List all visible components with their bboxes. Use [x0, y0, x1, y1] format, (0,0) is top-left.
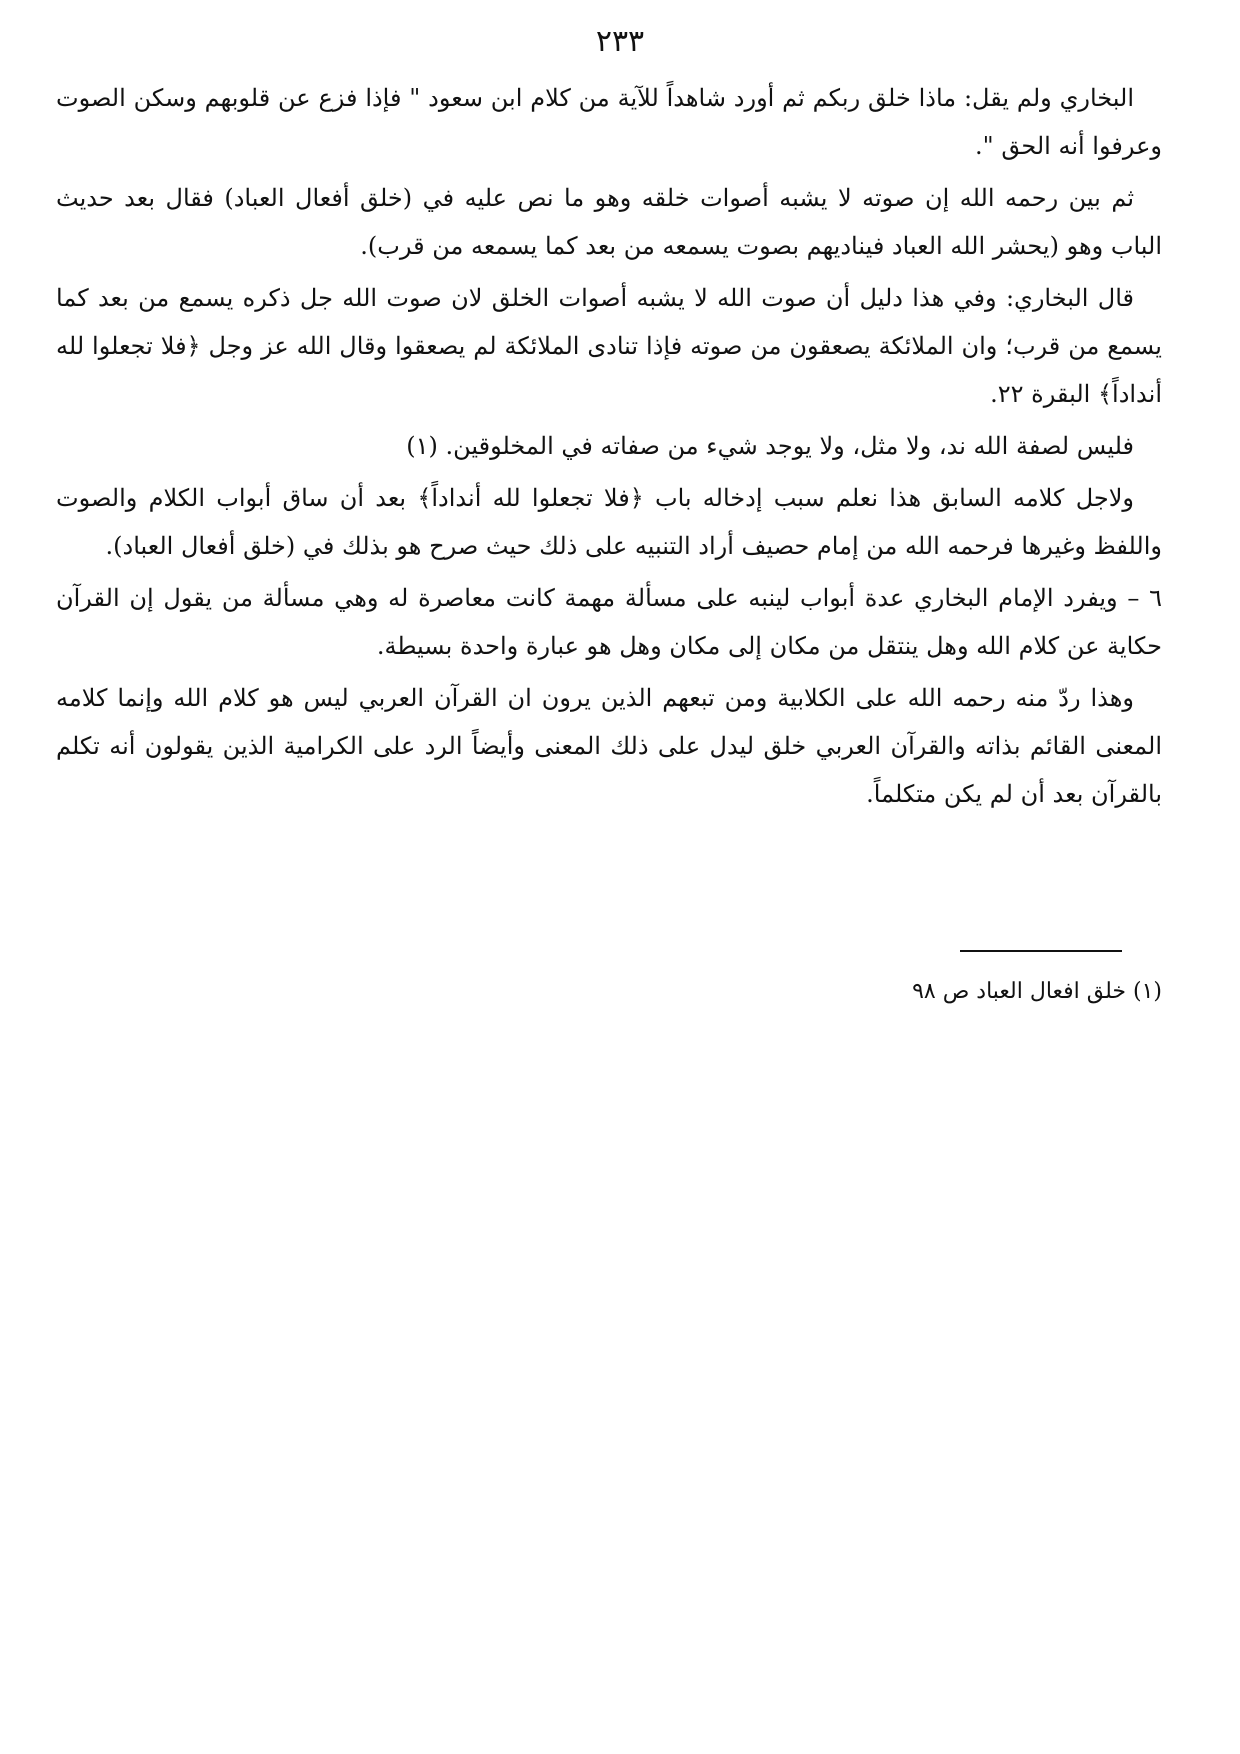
paragraph: وهذا ردّ منه رحمه الله على الكلابية ومن تبعهم الذين يرون ان القرآن العربي ليس هو كلام الله وإنما كلامه المعنى القائم بذاته والقرآن العربي خلق ليدل على ذلك المعنى وأيضاً الرد على الكرامية الذين يقولون أنه تكلم بالقرآن بعد أن لم يكن متكلماً. — [56, 684, 1162, 808]
page-number: ٢٣٣ — [595, 24, 645, 59]
paragraph: فليس لصفة الله ند، ولا مثل، ولا يوجد شيء من صفاته في المخلوقين. (١) — [406, 432, 1134, 460]
paragraph: ٦ – ويفرد الإمام البخاري عدة أبواب لينبه على مسألة مهمة كانت معاصرة له وهي مسألة من يقول إن القرآن حكاية عن كلام الله وهل ينتقل من مكان إلى مكان وهل هو عبارة واحدة بسيطة. — [56, 584, 1162, 660]
main-text — [56, 74, 1162, 822]
paragraph: ثم بين رحمه الله إن صوته لا يشبه أصوات خلقه وهو ما نص عليه في (خلق أفعال العباد) فقال بعد حديث الباب وهو (يحشر الله العباد فيناديهم بصوت يسمعه من بعد كما يسمعه من قرب). — [56, 184, 1162, 260]
paragraph: قال البخاري: وفي هذا دليل أن صوت الله لا يشبه أصوات الخلق لان صوت الله جل ذكره يسمع من بعد كما يسمع من قرب؛ وان الملائكة يصعقون من صوته فإذا تنادى الملائكة لم يصعقوا وقال الله عز وجل ﴿فلا تجعلوا لله أنداداً﴾ البقرة ٢٢. — [56, 284, 1162, 408]
paragraph: ولاجل كلامه السابق هذا نعلم سبب إدخاله باب ﴿فلا تجعلوا لله أنداداً﴾ بعد أن ساق أبواب الكلام والصوت واللفظ وغيرها فرحمه الله من إمام حصيف أراد التنبيه على ذلك حيث صرح هو بذلك في (خلق أفعال العباد). — [56, 484, 1162, 560]
paragraph: البخاري ولم يقل: ماذا خلق ربكم ثم أورد شاهداً للآية من كلام ابن سعود " فإذا فزع عن قلوبهم وسكن الصوت وعرفوا أنه الحق ". — [56, 84, 1162, 160]
footnote: (١) خلق افعال العباد ص ٩٨ — [912, 979, 1162, 1004]
footnote-divider — [960, 950, 1122, 952]
